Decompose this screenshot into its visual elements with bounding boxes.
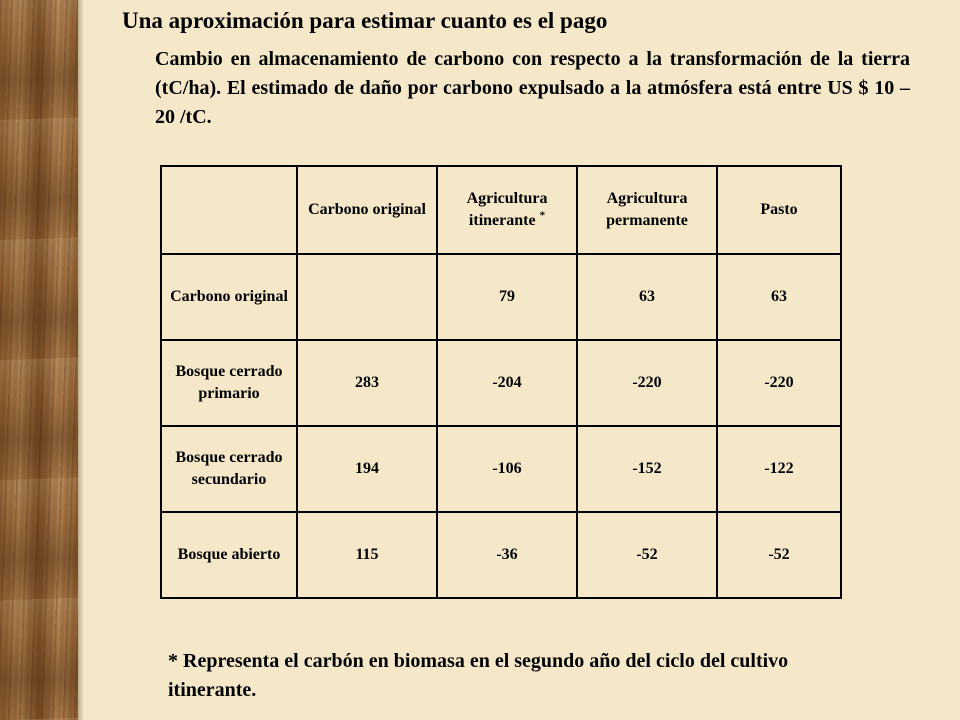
table-cell: 63 [717,254,841,340]
header-pasto: Pasto [717,166,841,254]
header-agricultura-permanente: Agricultura permanente [577,166,717,254]
row-label: Carbono original [161,254,297,340]
table-cell: -122 [717,426,841,512]
header-cell-empty [161,166,297,254]
table-row [161,512,841,598]
table-row [161,426,841,512]
wood-border [0,0,78,720]
table-cell: 115 [297,512,437,598]
header-agricultura-itinerante-label: Agricultura itinerante [466,190,548,229]
row-label: Bosque cerrado primario [161,340,297,426]
table-cell: -52 [717,512,841,598]
row-label: Bosque cerrado secundario [161,426,297,512]
row-label: Bosque abierto [161,512,297,598]
table-cell: 194 [297,426,437,512]
carbon-table [160,165,842,599]
table-cell: -204 [437,340,577,426]
table-row [161,254,841,340]
table-cell [297,254,437,340]
table-header-row [161,166,841,254]
table-cell: -220 [577,340,717,426]
slide-title: Una aproximación para estimar cuanto es el pago [122,8,608,33]
table-cell: -106 [437,426,577,512]
header-carbono-original: Carbono original [297,166,437,254]
table-cell: -36 [437,512,577,598]
footnote: * Representa el carbón en biomasa en el segundo año del ciclo del cultivo itinerante. [168,650,789,701]
table-cell: 63 [577,254,717,340]
table-cell: -52 [577,512,717,598]
table-row [161,340,841,426]
footnote-mark: * [539,209,546,222]
table-cell: 283 [297,340,437,426]
intro-paragraph: Cambio en almacenamiento de carbono con respecto a la transformación de la tierra (tC/ha). El estimado de daño por carbono expulsado a la atmósfera está entre US $ 10 – 20 /tC. [155,48,910,128]
header-agricultura-itinerante [437,166,577,254]
table-cell: -152 [577,426,717,512]
table-cell: -220 [717,340,841,426]
table-cell: 79 [437,254,577,340]
